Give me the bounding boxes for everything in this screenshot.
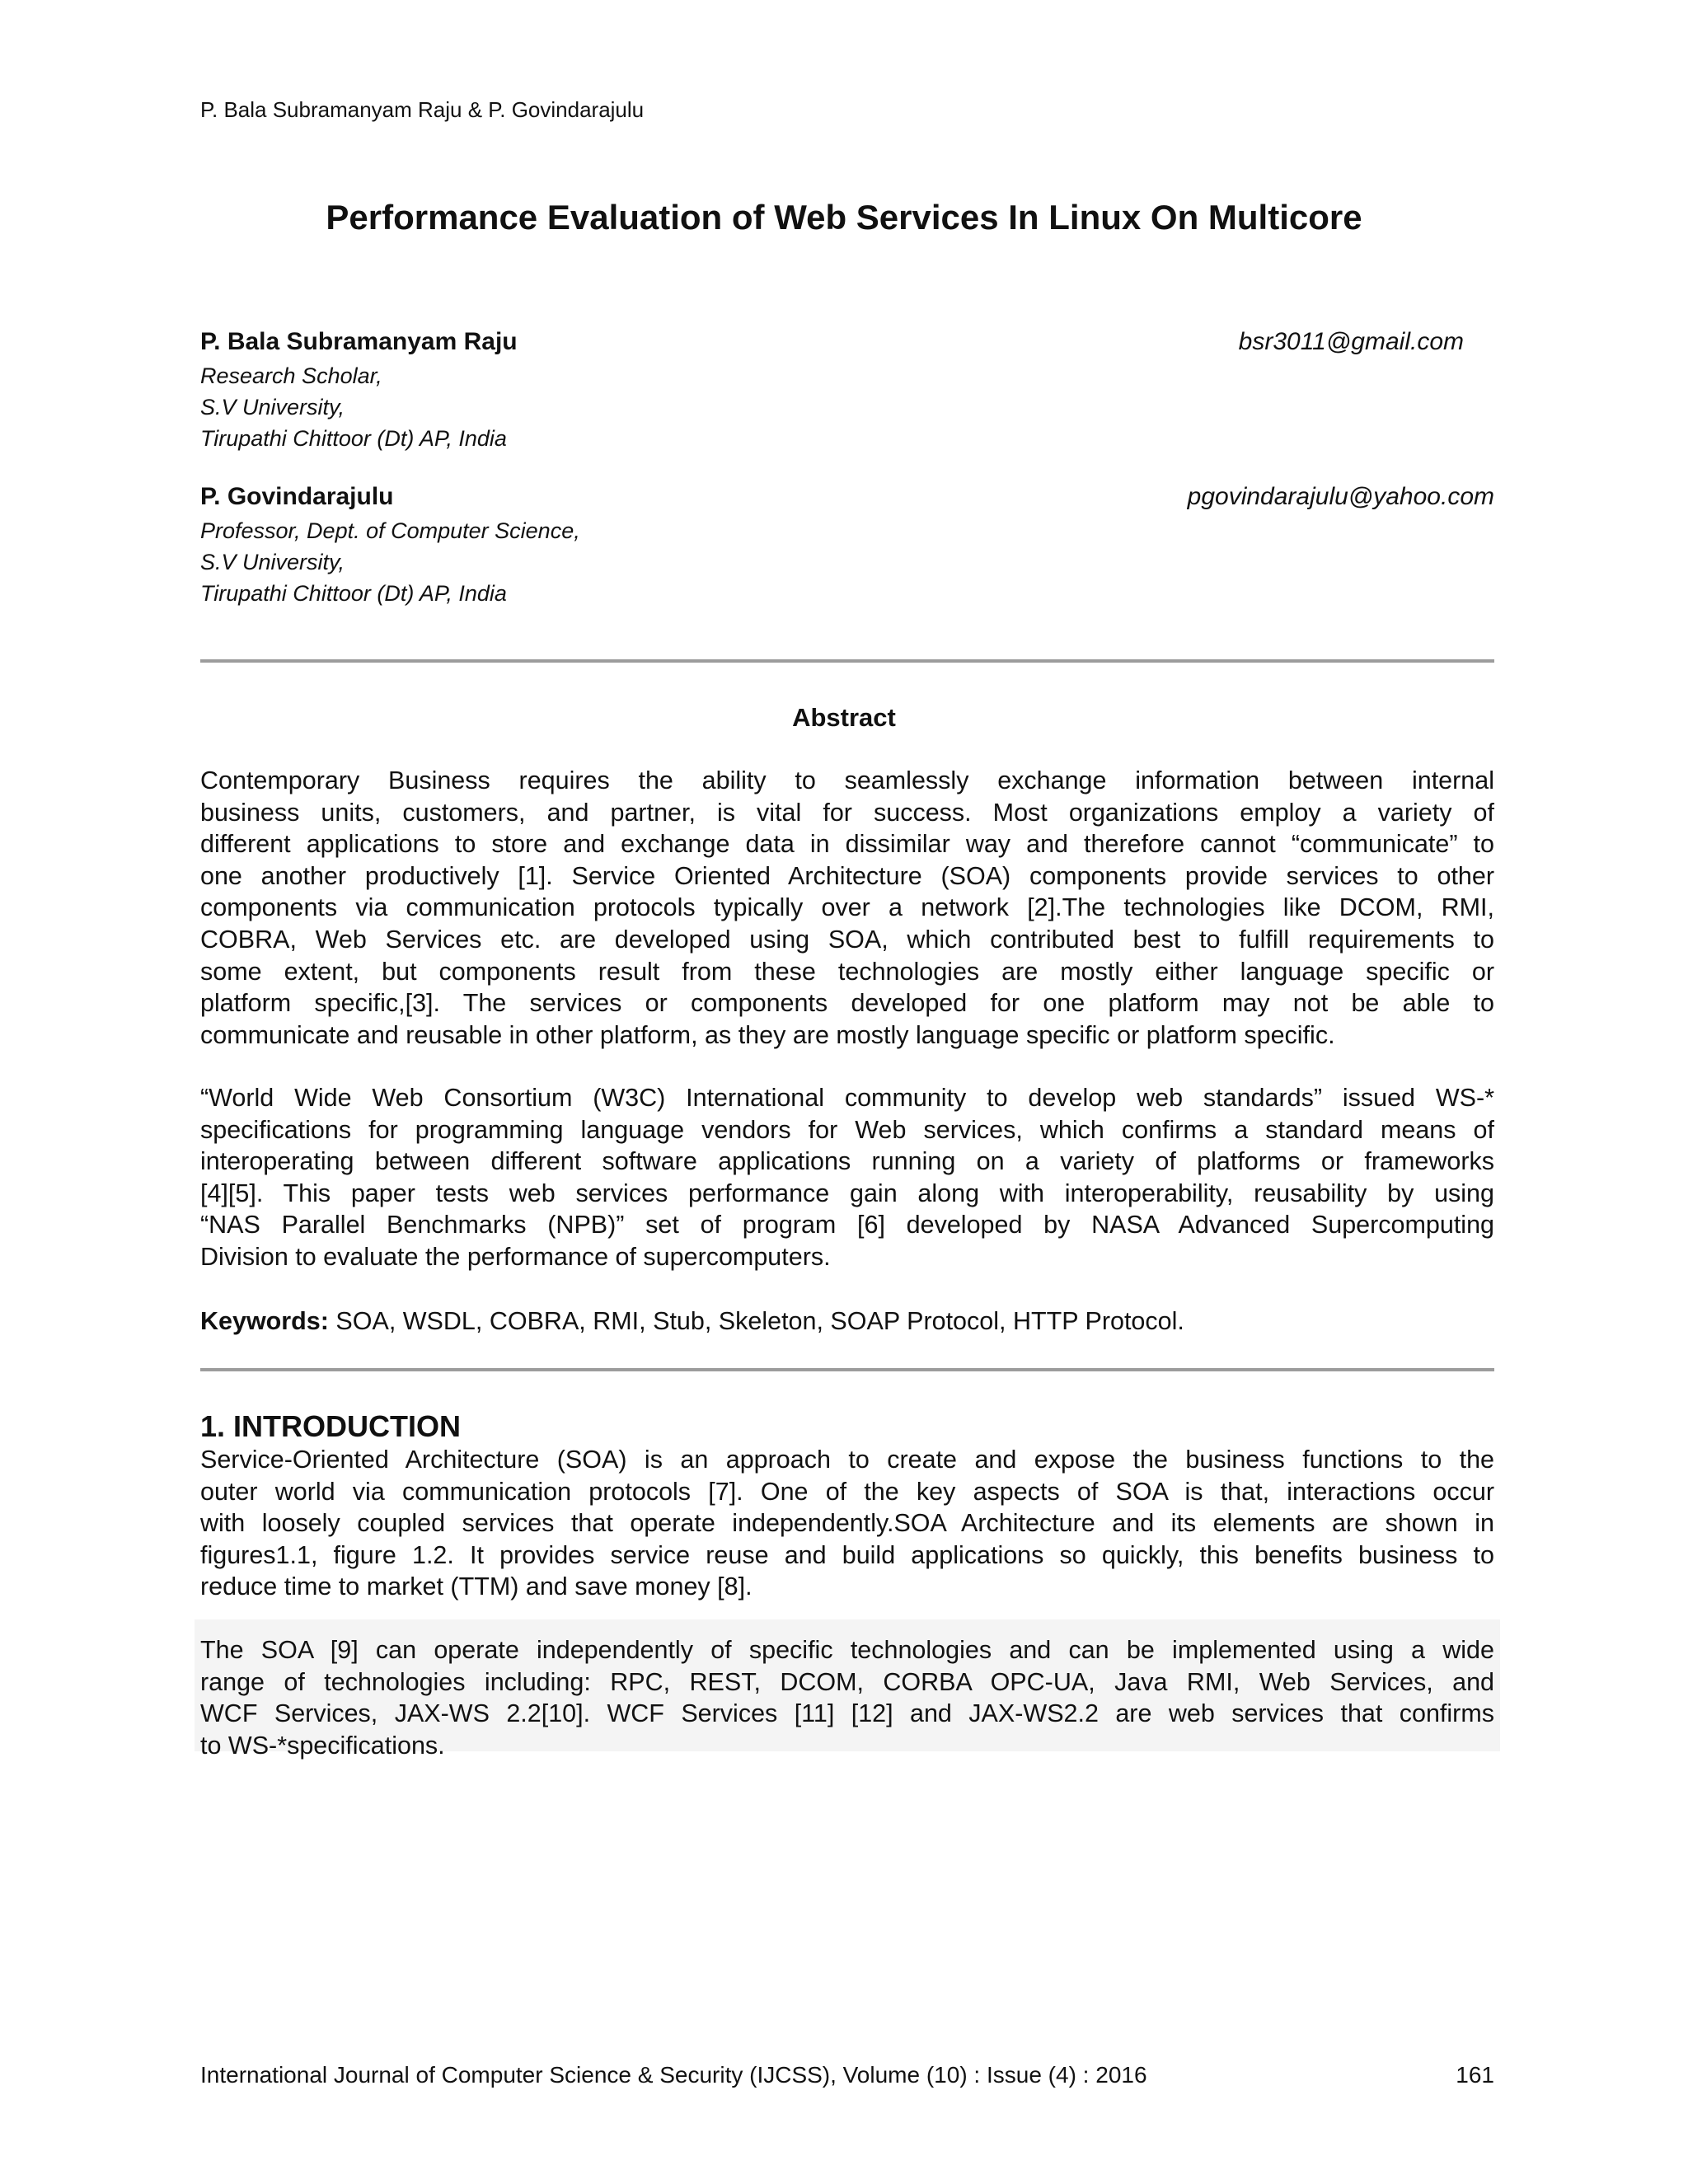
text-line: communicate and reusable in other platform, as they are mostly language specific or platform specific.: [200, 1020, 1335, 1049]
abstract-paragraph-2: [200, 1082, 1494, 1273]
author-1-affiliation: [200, 360, 507, 454]
text-line: one another productively [1]. Service Oriented Architecture (SOA) components provide services to other: [200, 861, 1494, 890]
text-line: COBRA, Web Services etc. are developed using SOA, which contributed best to fulfill requirements to: [200, 925, 1494, 954]
text-line: with loosely coupled services that operate independently.SOA Architecture and its elements are shown in: [200, 1509, 1494, 1538]
intro-paragraph-2: [200, 1634, 1494, 1761]
text-line: figures1.1, figure 1.2. It provides service reuse and build applications so quickly, this benefits business to: [200, 1540, 1494, 1569]
affiliation-line: Research Scholar,: [200, 363, 382, 388]
section-heading-introduction: 1. INTRODUCTION: [200, 1409, 462, 1443]
text-line: specifications for programming language vendors for Web services, which confirms a standard means of: [200, 1115, 1494, 1144]
running-head: P. Bala Subramanyam Raju & P. Govindarajulu: [200, 97, 645, 122]
text-line: The SOA [9] can operate independently of specific technologies and can be implemented using a wide: [200, 1636, 1494, 1664]
text-line: outer world via communication protocols [7]. One of the key aspects of SOA is that, interactions occur: [200, 1477, 1494, 1506]
author-1-email[interactable]: bsr3011@gmail.com: [1238, 328, 1464, 355]
divider-rule: [200, 659, 1494, 663]
author-2-affiliation: [200, 515, 580, 609]
text-line: platform specific,[3]. The services or components developed for one platform may not be able to: [200, 989, 1494, 1018]
author-1-name: P. Bala Subramanyam Raju: [200, 328, 518, 355]
keywords-text: SOA, WSDL, COBRA, RMI, Stub, Skeleton, SOAP Protocol, HTTP Protocol.: [328, 1307, 1184, 1335]
affiliation-line: Tirupathi Chittoor (Dt) AP, India: [200, 581, 507, 606]
text-line: some extent, but components result from these technologies are mostly either language specific or: [200, 957, 1494, 986]
text-line: Contemporary Business requires the ability to seamlessly exchange information between internal: [200, 766, 1494, 794]
text-line: “NAS Parallel Benchmarks (NPB)” set of program [6] developed by NASA Advanced Supercomputing: [200, 1211, 1494, 1240]
text-line: Division to evaluate the performance of supercomputers.: [200, 1242, 831, 1271]
affiliation-line: Professor, Dept. of Computer Science,: [200, 518, 580, 543]
text-line: “World Wide Web Consortium (W3C) International community to develop web standards” issued WS-*: [200, 1084, 1494, 1112]
divider-rule: [200, 1368, 1494, 1371]
abstract-heading: Abstract: [792, 703, 896, 732]
text-line: to WS-*specifications.: [200, 1731, 445, 1760]
text-line: business units, customers, and partner, is vital for success. Most organizations employ a variety of: [200, 798, 1494, 827]
text-line: reduce time to market (TTM) and save money [8].: [200, 1572, 753, 1601]
paper-title: Performance Evaluation of Web Services In Linux On Multicore: [326, 198, 1362, 237]
affiliation-line: S.V University,: [200, 395, 345, 419]
text-line: WCF Services, JAX-WS 2.2[10]. WCF Services [11] [12] and JAX-WS2.2 are web services that confirms: [200, 1699, 1494, 1728]
affiliation-line: S.V University,: [200, 550, 345, 574]
author-2-name: P. Govindarajulu: [200, 483, 394, 510]
author-2-email[interactable]: pgovindarajulu@yahoo.com: [1187, 483, 1494, 510]
abstract-paragraph-1: [200, 765, 1494, 1051]
text-line: [4][5]. This paper tests web services performance gain along with interoperability, reusability by using: [200, 1179, 1494, 1207]
affiliation-line: Tirupathi Chittoor (Dt) AP, India: [200, 426, 507, 451]
text-line: Service-Oriented Architecture (SOA) is an approach to create and expose the business functions to the: [200, 1446, 1494, 1474]
text-line: different applications to store and exchange data in dissimilar way and therefore cannot “communicate” to: [200, 830, 1494, 859]
text-line: components via communication protocols typically over a network [2].The technologies like DCOM, RMI,: [200, 893, 1494, 922]
keywords-label: Keywords:: [200, 1307, 329, 1335]
text-line: range of technologies including: RPC, REST, DCOM, CORBA OPC-UA, Java RMI, Web Services, and: [200, 1667, 1494, 1696]
keywords-line: [200, 1305, 1494, 1338]
intro-paragraph-1: [200, 1444, 1494, 1603]
text-line: interoperating between different software applications running on a variety of platforms or frameworks: [200, 1147, 1494, 1176]
footer-page-number: 161: [1456, 2062, 1494, 2088]
footer-journal: International Journal of Computer Science & Security (IJCSS), Volume (10) : Issue (4) : 2016: [200, 2062, 1147, 2088]
